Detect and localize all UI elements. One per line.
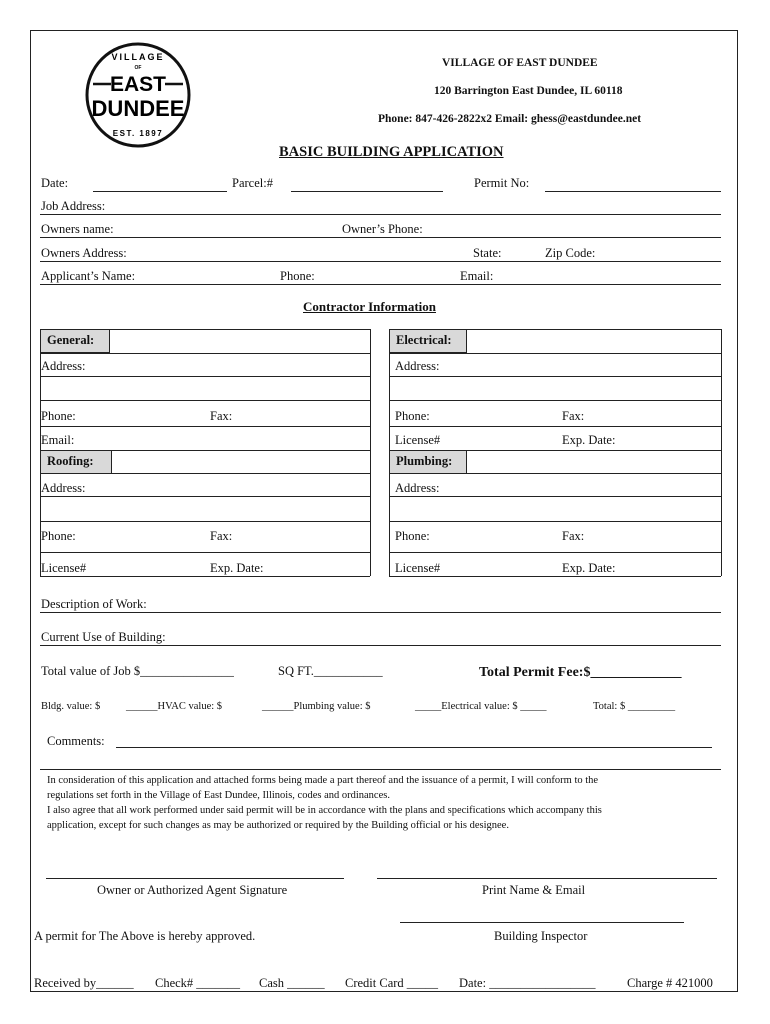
general-address-2-input[interactable] (44, 380, 370, 400)
comments-line-2 (40, 769, 721, 770)
logo-east-text: EAST (109, 73, 167, 96)
electrical-address-input[interactable] (448, 357, 721, 377)
general-phone-label: Phone: (41, 409, 76, 423)
roofing-address-input[interactable] (94, 477, 370, 497)
credit-card-field[interactable]: Credit Card _____ (345, 976, 439, 990)
parcel-label: Parcel:# (232, 176, 273, 190)
electrical-exp-label: Exp. Date: (562, 433, 616, 447)
sqft-label[interactable]: SQ FT.___________ (278, 664, 383, 678)
comments-label: Comments: (47, 734, 105, 748)
electrical-label: Electrical: (389, 329, 467, 353)
plumbing-phone-input[interactable] (438, 527, 560, 547)
owners-name-label: Owners name: (41, 222, 114, 236)
grid-line (389, 353, 721, 354)
print-name-label: Print Name & Email (482, 883, 586, 897)
grid-line (40, 426, 370, 427)
applicant-name-input[interactable] (152, 266, 280, 286)
electrical-phone-input[interactable] (438, 406, 560, 426)
applicant-email-input[interactable] (500, 266, 724, 286)
owner-signature-label: Owner or Authorized Agent Signature (97, 883, 288, 897)
grid-line (40, 521, 370, 522)
roofing-label: Roofing: (40, 450, 112, 474)
general-label: General: (40, 329, 110, 353)
plumbing-name-input[interactable] (471, 453, 721, 473)
village-logo (83, 40, 193, 150)
roofing-license-input[interactable] (96, 556, 208, 576)
org-contact: Phone: 847-426-2822x2 Email: ghess@eastdundee.net (378, 113, 642, 125)
description-input[interactable] (164, 594, 724, 614)
plumbing-label: Plumbing: (389, 450, 467, 474)
job-address-input[interactable] (122, 196, 724, 216)
electrical-address-label: Address: (395, 359, 440, 373)
logo-est-text: EST. 1897 (112, 129, 164, 138)
inspector-signature-input[interactable] (402, 904, 686, 924)
roofing-address-label: Address: (41, 481, 86, 495)
charge-number: Charge # 421000 (627, 976, 713, 990)
electrical-exp-input[interactable] (624, 430, 721, 450)
applicant-phone-label: Phone: (280, 269, 315, 283)
permit-no-label: Permit No: (474, 176, 530, 190)
grid-left-mid-border (370, 329, 371, 576)
applicant-name-label: Applicant’s Name: (41, 269, 136, 283)
grid-line (40, 353, 370, 354)
logo-village-text: VILLAGE (111, 52, 165, 62)
roofing-phone-label: Phone: (41, 529, 76, 543)
plumbing-value-label[interactable]: ______Plumbing value: $ (262, 701, 371, 712)
contractor-heading: Contractor Information (303, 299, 436, 314)
electrical-fax-label: Fax: (562, 409, 585, 423)
comments-input[interactable] (118, 731, 716, 751)
grid-line (40, 400, 370, 401)
description-label: Description of Work: (41, 597, 147, 611)
grid-line (389, 426, 721, 427)
electrical-phone-label: Phone: (395, 409, 430, 423)
inspector-label: Building Inspector (494, 929, 588, 943)
general-fax-input[interactable] (238, 406, 370, 426)
owners-address-input[interactable] (142, 243, 471, 263)
grid-line (40, 576, 370, 577)
owners-name-input[interactable] (128, 219, 342, 239)
grid-line (389, 400, 721, 401)
general-name-input[interactable] (114, 332, 370, 352)
org-name: VILLAGE OF EAST DUNDEE (442, 57, 598, 69)
applicant-phone-input[interactable] (322, 266, 460, 286)
roofing-address-2-input[interactable] (44, 500, 370, 520)
grid-right-border (721, 329, 722, 576)
current-use-input[interactable] (184, 627, 724, 647)
zip-input[interactable] (604, 243, 724, 263)
plumbing-address-2-input[interactable] (395, 500, 721, 520)
grid-line (389, 552, 721, 553)
roofing-name-input[interactable] (116, 453, 370, 473)
current-use-label: Current Use of Building: (41, 630, 166, 644)
date-label: Date: (41, 176, 69, 190)
check-field[interactable]: Check# _______ (155, 976, 241, 990)
roofing-exp-input[interactable] (272, 556, 370, 576)
job-address-label: Job Address: (41, 199, 106, 213)
permit-no-input[interactable] (547, 173, 723, 193)
roofing-fax-label: Fax: (210, 529, 233, 543)
owners-phone-label: Owner’s Phone: (342, 222, 423, 236)
total-permit-fee[interactable]: Total Permit Fee:$_____________ (479, 665, 682, 680)
page-title: BASIC BUILDING APPLICATION (279, 144, 504, 160)
owner-signature-input[interactable] (48, 860, 346, 880)
owners-address-label: Owners Address: (41, 246, 127, 260)
approval-text: A permit for The Above is hereby approved. (34, 929, 256, 943)
roofing-fax-input[interactable] (238, 527, 370, 547)
date-input[interactable] (95, 173, 229, 193)
agreement-line-4: application, except for such changes as may be authorized or required by the Building official or his designee. (47, 820, 509, 831)
plumbing-address-label: Address: (395, 481, 440, 495)
total-value-small[interactable]: Total: $ _________ (593, 701, 676, 712)
electrical-license-label: License# (395, 433, 441, 447)
applicant-email-label: Email: (460, 269, 494, 283)
electrical-value-label[interactable]: _____Electrical value: $ _____ (415, 701, 547, 712)
electrical-name-input[interactable] (471, 332, 721, 352)
general-email-input[interactable] (84, 430, 370, 450)
electrical-address-2-input[interactable] (395, 380, 721, 400)
org-address: 120 Barrington East Dundee, IL 60118 (434, 85, 623, 97)
parcel-input[interactable] (293, 173, 445, 193)
footer-date-field[interactable]: Date: _________________ (459, 976, 596, 990)
state-label: State: (473, 246, 502, 260)
general-address-label: Address: (41, 359, 86, 373)
grid-line (40, 552, 370, 553)
plumbing-license-input[interactable] (448, 556, 560, 576)
plumbing-exp-label: Exp. Date: (562, 561, 616, 575)
general-address-input[interactable] (94, 357, 370, 377)
logo-of-text: OF (134, 65, 142, 71)
general-fax-label: Fax: (210, 409, 233, 423)
state-input[interactable] (508, 243, 546, 263)
plumbing-address-input[interactable] (448, 477, 721, 497)
logo-dundee-text: DUNDEE (91, 96, 185, 121)
bldg-value-label[interactable]: Bldg. value: $ (41, 701, 101, 712)
cash-field[interactable]: Cash ______ (259, 976, 325, 990)
electrical-license-input[interactable] (448, 430, 560, 450)
agreement-line-3: I also agree that all work performed under said permit will be in accordance with the plans and specifications which accompany this (47, 805, 602, 816)
roofing-license-label: License# (41, 561, 87, 575)
zip-label: Zip Code: (545, 246, 596, 260)
agreement-line-2: regulations set forth in the Village of East Dundee, Illinois, codes and ordinances. (47, 790, 390, 801)
received-by-field[interactable]: Received by______ (34, 976, 134, 990)
roofing-exp-label: Exp. Date: (210, 561, 264, 575)
general-email-label: Email: (41, 433, 75, 447)
electrical-fax-input[interactable] (590, 406, 721, 426)
owners-phone-input[interactable] (434, 219, 724, 239)
plumbing-phone-label: Phone: (395, 529, 430, 543)
grid-line (389, 521, 721, 522)
plumbing-license-label: License# (395, 561, 441, 575)
plumbing-fax-input[interactable] (590, 527, 721, 547)
plumbing-fax-label: Fax: (562, 529, 585, 543)
plumbing-exp-input[interactable] (624, 556, 721, 576)
grid-line (389, 576, 721, 577)
agreement-line-1: In consideration of this application and attached forms being made a part thereof and the issuance of a permit, I will conform to the (47, 775, 599, 786)
general-phone-input[interactable] (86, 406, 208, 426)
roofing-phone-input[interactable] (86, 527, 208, 547)
total-value-label[interactable]: Total value of Job $_______________ (41, 664, 234, 678)
print-name-input[interactable] (379, 860, 719, 880)
hvac-value-label[interactable]: ______HVAC value: $ (126, 701, 223, 712)
